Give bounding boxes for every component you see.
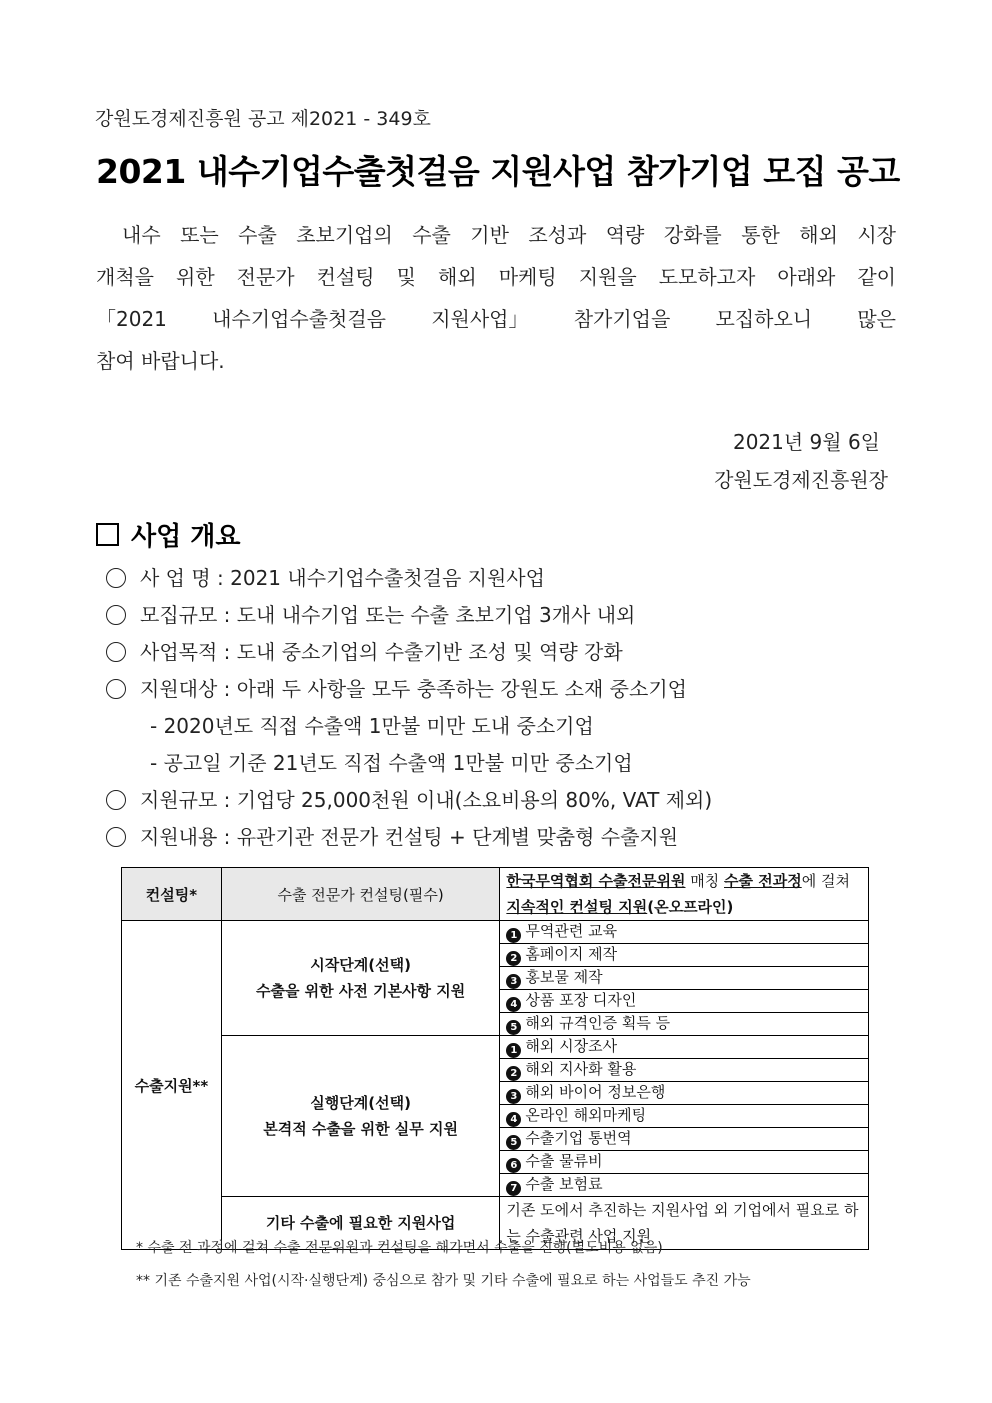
list-subitem: - 공고일 기준 21년도 직접 수출액 1만불 미만 중소기업 <box>150 751 633 775</box>
word: 또는 <box>180 223 219 247</box>
word: 초보기업의 <box>296 223 393 247</box>
number-badge-icon: 1 <box>506 1043 521 1058</box>
number-badge-icon: 3 <box>506 1089 521 1104</box>
word: 위한 <box>176 265 215 289</box>
word: 참가기업을 <box>573 307 671 331</box>
number-badge-icon: 4 <box>506 1112 521 1127</box>
list-item: 2 홈페이지 제작 <box>500 944 869 967</box>
list-item: 2 해외 지사화 활용 <box>500 1059 869 1082</box>
circle-bullet-icon <box>106 790 126 810</box>
section-heading <box>96 516 241 553</box>
notice-date: 2021년 9월 6일 <box>732 430 880 454</box>
list-item: 3 홍보물 제작 <box>500 967 869 990</box>
intro-paragraph <box>96 214 896 382</box>
intro-line <box>96 298 896 340</box>
word: 「2021 <box>96 307 167 331</box>
circle-bullet-icon <box>106 827 126 847</box>
circle-bullet-icon <box>106 642 126 662</box>
word: 개척을 <box>96 265 154 289</box>
start-stage-cell: 시작단계(선택) 수출을 위한 사전 기본사항 지원 <box>221 921 500 1036</box>
list-item: 7 수출 보험료 <box>500 1174 869 1197</box>
list-item: 1 무역관련 교육 <box>500 921 869 944</box>
number-badge-icon: 4 <box>506 997 521 1012</box>
consulting-type: 수출 전문가 컨설팅(필수) <box>221 868 500 921</box>
number-badge-icon: 5 <box>506 1020 521 1035</box>
list-item: 3 해외 바이어 정보은행 <box>500 1082 869 1105</box>
word: 시장 <box>857 223 896 247</box>
word: 강화를 <box>663 223 722 247</box>
table-row <box>122 868 869 921</box>
etc-label: 기타 수출에 필요한 지원사업 <box>221 1197 500 1250</box>
word: 조성과 <box>528 223 587 247</box>
word: 통한 <box>741 223 780 247</box>
word: 아래와 <box>777 265 836 289</box>
word: 해외 <box>438 265 477 289</box>
number-badge-icon: 5 <box>506 1135 521 1150</box>
word: 도모하고자 <box>658 265 756 289</box>
word: 및 <box>396 265 416 289</box>
list-item: 지원내용 : 유관기관 전문가 컨설팅 + 단계별 맞춤형 수출지원 <box>106 819 906 856</box>
overview-list <box>106 560 906 856</box>
word: 지원을 <box>578 265 637 289</box>
issuer: 강원도경제진흥원장 <box>714 468 888 492</box>
list-item: 1 해외 시장조사 <box>500 1036 869 1059</box>
list-item: 모집규모 : 도내 내수기업 또는 수출 초보기업 3개사 내외 <box>106 597 906 634</box>
intro-line: 참여 바랍니다. <box>96 349 225 373</box>
footnote-2: ** 기존 수출지원 사업(시작·실행단계) 중심으로 참가 및 기타 수출에 필요로 하는 사업들도 추진 가능 <box>136 1273 751 1289</box>
list-subitem: - 2020년도 직접 수출액 1만불 미만 도내 중소기업 <box>150 714 594 738</box>
list-item: 4 상품 포장 디자인 <box>500 990 869 1013</box>
word: 내수기업수출첫걸음 <box>212 307 386 331</box>
word: 수출 <box>412 223 451 247</box>
support-table <box>121 867 869 1250</box>
section-title: 사업 개요 <box>131 522 241 552</box>
word: 내수 <box>122 223 161 247</box>
word: 마케팅 <box>498 265 557 289</box>
square-bullet-icon <box>96 523 119 546</box>
word: 전문가 <box>236 265 295 289</box>
word: 모집하오니 <box>715 307 813 331</box>
word: 지원사업」 <box>431 307 529 331</box>
consulting-desc: 한국무역협회 수출전문위원 매칭 수출 전과정에 걸쳐 지속적인 컨설팅 지원(온오프라인) <box>500 868 869 921</box>
circle-bullet-icon <box>106 679 126 699</box>
number-badge-icon: 1 <box>506 928 521 943</box>
list-item: 지원규모 : 기업당 25,000천원 이내(소요비용의 80%, VAT 제외) <box>106 782 906 819</box>
word: 많은 <box>857 307 896 331</box>
word: 컨설팅 <box>316 265 375 289</box>
word: 수출 <box>238 223 277 247</box>
intro-line <box>96 214 896 256</box>
list-item: 5 해외 규격인증 획득 등 <box>500 1013 869 1036</box>
table-row <box>122 921 869 944</box>
notice-number: 강원도경제진흥원 공고 제2021 - 349호 <box>95 108 431 130</box>
circle-bullet-icon <box>106 568 126 588</box>
etc-desc: 기존 도에서 추진하는 지원사업 외 기업에서 필요로 하는 수출관련 사업 지원 <box>500 1197 869 1250</box>
word: 같이 <box>857 265 896 289</box>
list-item: 6 수출 물류비 <box>500 1151 869 1174</box>
circle-bullet-icon <box>106 605 126 625</box>
table-row <box>122 1036 869 1059</box>
intro-line <box>96 256 896 298</box>
number-badge-icon: 7 <box>506 1181 521 1196</box>
word: 역량 <box>605 223 645 247</box>
export-label: 수출지원** <box>122 921 222 1250</box>
list-item: 4 온라인 해외마케팅 <box>500 1105 869 1128</box>
list-item: 5 수출기업 통번역 <box>500 1128 869 1151</box>
page-title: 2021 내수기업수출첫걸음 지원사업 참가기업 모집 공고 <box>96 152 900 191</box>
word: 해외 <box>799 223 838 247</box>
number-badge-icon: 2 <box>506 1066 521 1081</box>
number-badge-icon: 6 <box>506 1158 521 1173</box>
number-badge-icon: 3 <box>506 974 521 989</box>
exec-stage-cell: 실행단계(선택) 본격적 수출을 위한 실무 지원 <box>221 1036 500 1197</box>
list-item: 지원대상 : 아래 두 사항을 모두 충족하는 강원도 소재 중소기업 <box>106 671 906 708</box>
consulting-label: 컨설팅* <box>122 868 222 921</box>
number-badge-icon: 2 <box>506 951 521 966</box>
footnote-1: * 수출 전 과정에 걸쳐 수출 전문위원과 컨설팅을 해가면서 수출을 진행(별도비용 없음) <box>136 1240 663 1256</box>
list-item: 사업목적 : 도내 중소기업의 수출기반 조성 및 역량 강화 <box>106 634 906 671</box>
word: 기반 <box>470 223 509 247</box>
list-item: 사 업 명 : 2021 내수기업수출첫걸음 지원사업 <box>106 560 906 597</box>
